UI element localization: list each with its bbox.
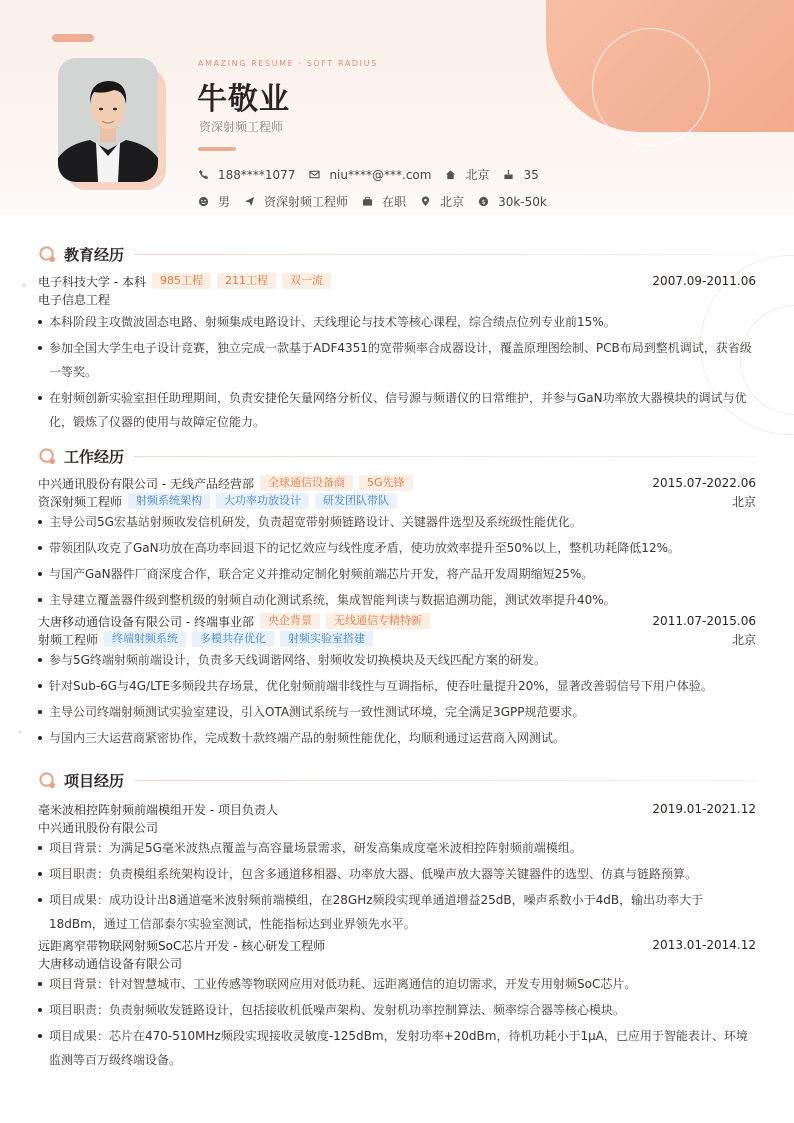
education-section — [38, 243, 756, 434]
mail-icon — [309, 169, 320, 180]
send-icon — [244, 196, 255, 207]
job-role: 射频工程师 — [38, 632, 99, 647]
list-item: 参加全国大学生电子设计竞赛，独立完成一款基于ADF4351的宽带频率合成器设计，覆盖原理图绘制、PCB布局到整机调试，获省级一等奖。 — [38, 336, 756, 384]
company-tag: 无线通信专精特新 — [326, 613, 430, 629]
name-underline — [198, 147, 236, 151]
phone-icon — [198, 169, 209, 180]
phone-info: 188****1077 — [198, 168, 295, 182]
list-item: 参与5G终端射频前端设计，负责多天线调谐网络、射频收发切换模块及天线匹配方案的研发。 — [38, 648, 756, 672]
home-icon — [445, 169, 456, 180]
list-item: 本科阶段主攻微波固态电路、射频集成电路设计、天线理论与技术等核心课程，综合绩点位列专业前15%。 — [38, 310, 756, 334]
list-item: 与国产GaN器件厂商深度合作，联合定义并推动定制化射频前端芯片开发，将产品开发周期缩短25%。 — [38, 562, 756, 586]
background-dot — [18, 730, 22, 734]
profile-info-row — [198, 193, 561, 210]
skill-tag: 射频实验室搭建 — [280, 631, 373, 647]
project-org: 大唐移动通信设备有限公司 — [38, 956, 183, 971]
education-entry-header — [38, 272, 756, 290]
company-tag: 央企背景 — [260, 613, 320, 629]
job-date: 2015.07-2022.06 — [652, 476, 756, 490]
school-tag: 211工程 — [217, 273, 276, 289]
profile-photo — [58, 58, 158, 182]
list-item: 主导公司终端射频测试实验室建设，引入OTA测试系统与一致性测试环境，完全满足3GPP规范要求。 — [38, 700, 756, 724]
list-item: 项目职责：负责射频收发链路设计，包括接收机低噪声架构、发射机功率控制算法、频率综合器等核心模块。 — [38, 998, 756, 1022]
job-city: 北京 — [731, 632, 756, 647]
section-title: 教育经历 — [64, 245, 125, 264]
svg-text:$: $ — [481, 197, 486, 206]
school-tag: 双一流 — [282, 273, 331, 289]
project-name: 毫米波相控阵射频前端模组开发 - 项目负责人 — [38, 802, 278, 817]
job-role: 资深射频工程师 — [38, 494, 123, 509]
job-status-info: 在职 — [362, 193, 406, 210]
skill-tag: 多模共存优化 — [192, 631, 274, 647]
email-info: niu****@***.com — [309, 168, 431, 182]
company-tag: 全球通信设备商 — [260, 475, 353, 491]
list-item: 项目背景：为满足5G毫米波热点覆盖与高容量场景需求，研发高集成度毫米波相控阵射频前端模组。 — [38, 836, 756, 860]
section-header — [38, 769, 756, 791]
target-position-info: 资深射频工程师 — [244, 193, 348, 210]
skill-tag: 研发团队带队 — [315, 493, 397, 509]
list-item: 带领团队攻克了GaN功放在高功率回退下的记忆效应与线性度矛盾，使功放效率提升至50%以上，整机功耗降低12%。 — [38, 536, 756, 560]
company-name: 中兴通讯股份有限公司 - 无线产品经营部 — [38, 476, 254, 491]
education-date: 2007.09-2011.06 — [652, 274, 756, 288]
search-icon — [38, 771, 57, 790]
school-name: 电子科技大学 - 本科 — [38, 274, 146, 289]
project-name: 远距离窄带物联网射频SoC芯片开发 - 核心研发工程师 — [38, 938, 326, 953]
location-icon — [420, 196, 431, 207]
list-item: 与国内三大运营商紧密协作，完成数十款终端产品的射频性能优化，均顺利通过运营商入网测试。 — [38, 726, 756, 750]
job-entry-header — [38, 474, 756, 492]
header-ring-decoration — [592, 28, 710, 146]
age-info: 35 — [503, 168, 538, 182]
gender-icon — [198, 196, 209, 207]
list-item: 针对Sub-6G与4G/LTE多频段共存场景，优化射频前端非线性与互调指标，使吞吐量提升20%，显著改善弱信号下用户体验。 — [38, 674, 756, 698]
salary-info: $ 30k-50k — [478, 195, 547, 209]
candidate-title: 资深射频工程师 — [199, 120, 284, 134]
skill-tag: 射频系统架构 — [128, 493, 210, 509]
section-divider — [134, 456, 756, 457]
list-item: 主导公司5G宏基站射频收发信机研发，负责超宽带射频链路设计、关键器件选型及系统级性能优化。 — [38, 510, 756, 534]
background-dot — [22, 283, 26, 287]
section-divider — [134, 254, 756, 255]
briefcase-icon — [362, 196, 373, 207]
job-role-row — [38, 630, 756, 648]
job-city: 北京 — [731, 494, 756, 509]
section-header — [38, 243, 756, 265]
cake-icon — [503, 169, 514, 180]
project-org: 中兴通讯股份有限公司 — [38, 820, 159, 835]
project-entry-header — [38, 800, 756, 818]
hometown-info: 北京 — [445, 166, 489, 183]
project-date: 2013.01-2014.12 — [652, 938, 756, 952]
list-item: 在射频创新实验室担任助理期间，负责安捷伦矢量网络分析仪、信号源与频谱仪的日常维护，并参与GaN功率放大器模块的调试与优化，锻炼了仪器的使用与故障定位能力。 — [38, 386, 756, 434]
avatar — [58, 58, 166, 190]
candidate-name: 牛敬业 — [197, 82, 290, 117]
search-icon — [38, 245, 57, 264]
section-title: 工作经历 — [64, 447, 125, 466]
search-icon — [38, 447, 57, 466]
list-item: 项目成果：芯片在470-510MHz频段实现接收灵敏度-125dBm，发射功率+20dBm，待机功耗小于1μA，已应用于智能表计、环境监测等百万级终端设备。 — [38, 1024, 756, 1072]
section-divider — [134, 780, 756, 781]
job-entry-header — [38, 612, 756, 630]
job-role-row — [38, 492, 756, 510]
work-section — [38, 445, 756, 750]
project-date: 2019.01-2021.12 — [652, 802, 756, 816]
contact-info-row — [198, 166, 553, 183]
company-tag: 5G先锋 — [359, 475, 413, 491]
projects-section — [38, 769, 756, 1072]
skill-tag: 终端射频系统 — [104, 631, 186, 647]
company-name: 大唐移动通信设备有限公司 - 终端事业部 — [38, 614, 254, 629]
section-title: 项目经历 — [64, 771, 125, 790]
major-row — [38, 290, 756, 308]
list-item: 项目成果：成功设计出8通道毫米波射频前端模组，在28GHz频段实现单通道增益25dB，噪声系数小于4dB，输出功率大于18dBm，通过工信部泰尔实验室测试，性能指标达到业界领先水平。 — [38, 888, 756, 936]
project-org-row — [38, 818, 756, 836]
resume-kicker: AMAZING RESUME · SOFT RADIUS — [198, 59, 378, 68]
skill-tag: 大功率功放设计 — [216, 493, 309, 509]
list-item: 项目背景：针对智慧城市、工业传感等物联网应用对低功耗、远距离通信的迫切需求，开发专用射频SoC芯片。 — [38, 972, 756, 996]
major: 电子信息工程 — [38, 292, 111, 307]
job-date: 2011.07-2015.06 — [652, 614, 756, 628]
salary-icon — [478, 196, 489, 207]
gender-info: 男 — [198, 193, 230, 210]
list-item: 主导建立覆盖器件级到整机级的射频自动化测试系统，集成智能判读与数据追溯功能，测试效率提升40%。 — [38, 588, 756, 612]
city-info: 北京 — [420, 193, 464, 210]
header-accent-bar — [52, 34, 94, 42]
list-item: 项目职责：负责模组系统架构设计，包含多通道移相器、功率放大器、低噪声放大器等关键器件的选型、仿真与链路预算。 — [38, 862, 756, 886]
project-org-row — [38, 954, 756, 972]
school-tag: 985工程 — [152, 273, 211, 289]
section-header — [38, 445, 756, 467]
project-entry-header — [38, 936, 756, 954]
